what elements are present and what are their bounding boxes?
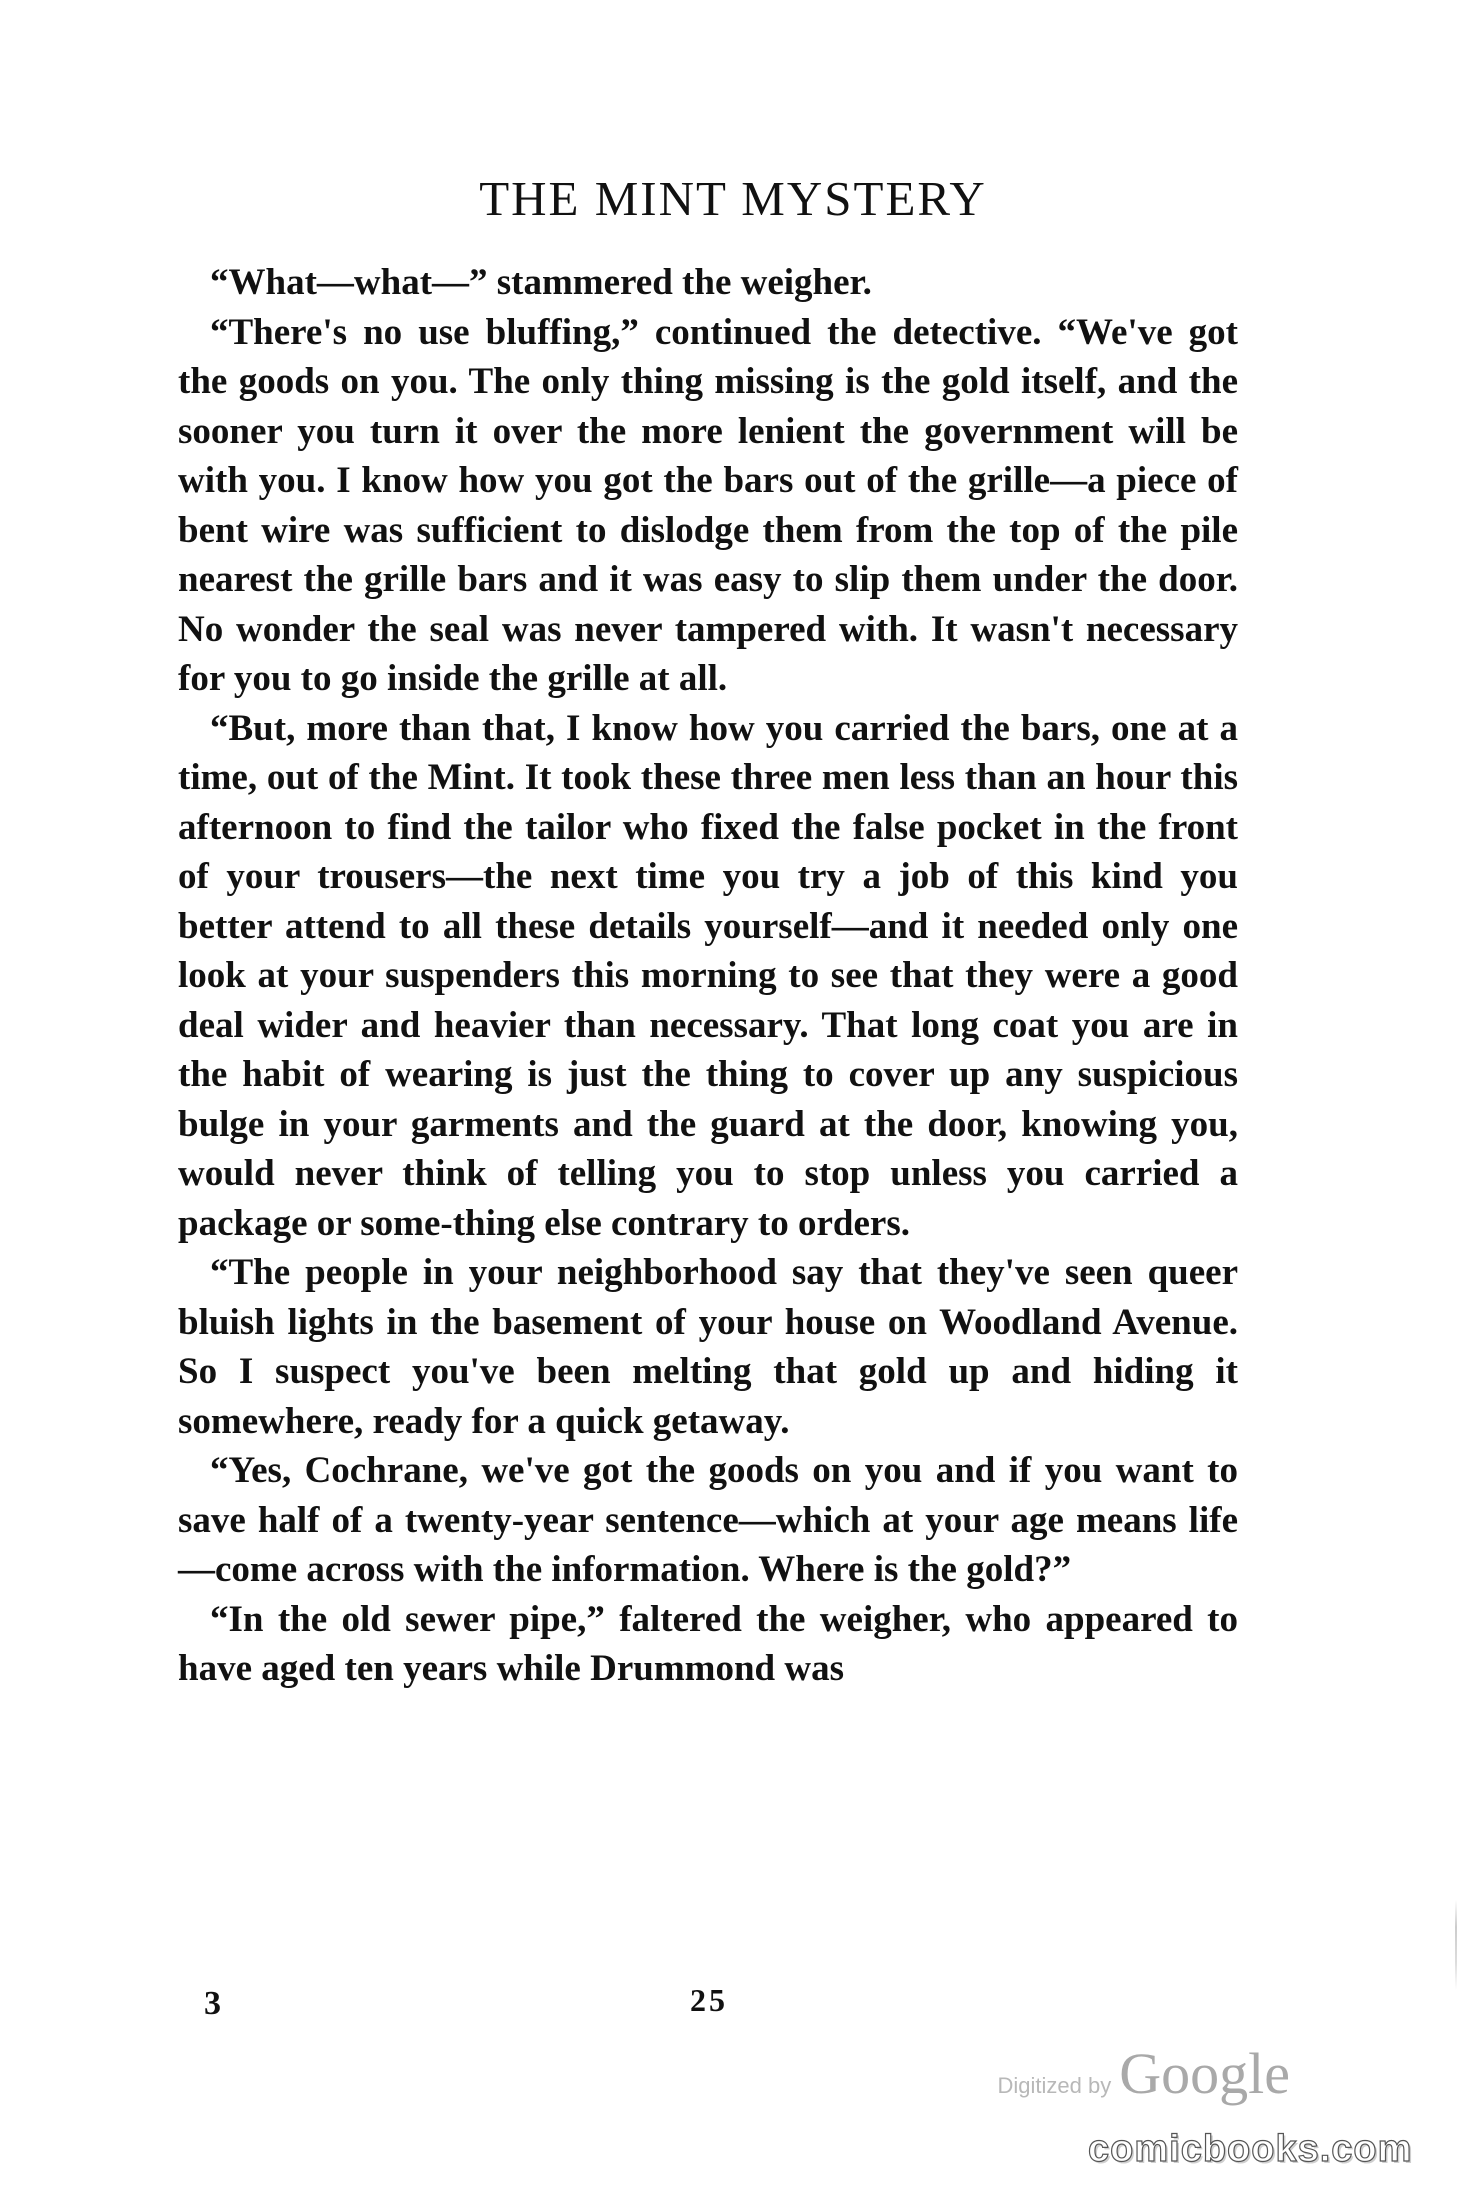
page-edge-mark [1455, 1900, 1457, 1990]
paragraph: “The people in your neighborhood say that they've seen queer bluish lights in the basement of your house on Woodland Avenue. So I suspect you've been melting that gold up and hiding it somewhere, ready for a quick getaway. [178, 1252, 1238, 1442]
paragraph: “But, more than that, I know how you carried the bars, one at a time, out of the Mint. It took these three men less than an hour this afternoon to find the tailor who fixed the false pocket in the front of your trousers—the next time you try a job of this kind you better attend to all these details yourself—and it needed only one look at your suspenders this morning to see that they were a good deal wider and heavier than necessary. That long coat you are in the habit of wearing is just the thing to cover up any suspicious bulge in your garments and the guard at the door, knowing you, would never think of telling you to stop unless you carried a package or some-thing else contrary to orders. [178, 707, 1238, 1244]
google-watermark [0, 2040, 1290, 2107]
signature-mark: 3 [204, 1985, 221, 2022]
page-title: THE MINT MYSTERY [479, 171, 987, 226]
paragraph: “There's no use bluffing,” continued the detective. “We've got the goods on you. The only thing missing is the gold itself, and the sooner you turn it over the more lenient the government will be with you. I know how you got the bars out of the grille—a piece of bent wire was sufficient to dislodge them from the top of the pile nearest the grille bars and it was easy to slip them under the door. No wonder the seal was never tampered with. It wasn't necessary for you to go inside the grille at all. [178, 311, 1238, 699]
digitized-by-label: Digitized by [997, 2073, 1112, 2098]
google-logo: Google [1119, 2041, 1290, 2106]
page-number: 25 [690, 1982, 728, 2018]
paragraph: “What—what—” stammered the weigher. [210, 262, 872, 303]
site-watermark: comicbooks.com [1088, 2128, 1413, 2170]
paragraph: “In the old sewer pipe,” faltered the weigher, who appeared to have aged ten years while Drummond was [178, 1598, 1238, 1689]
body-text [178, 258, 1238, 1694]
paragraph: “Yes, Cochrane, we've got the goods on you and if you want to save half of a twenty-year sentence—which at your age means life—come across with the information. Where is the gold?” [178, 1450, 1238, 1590]
